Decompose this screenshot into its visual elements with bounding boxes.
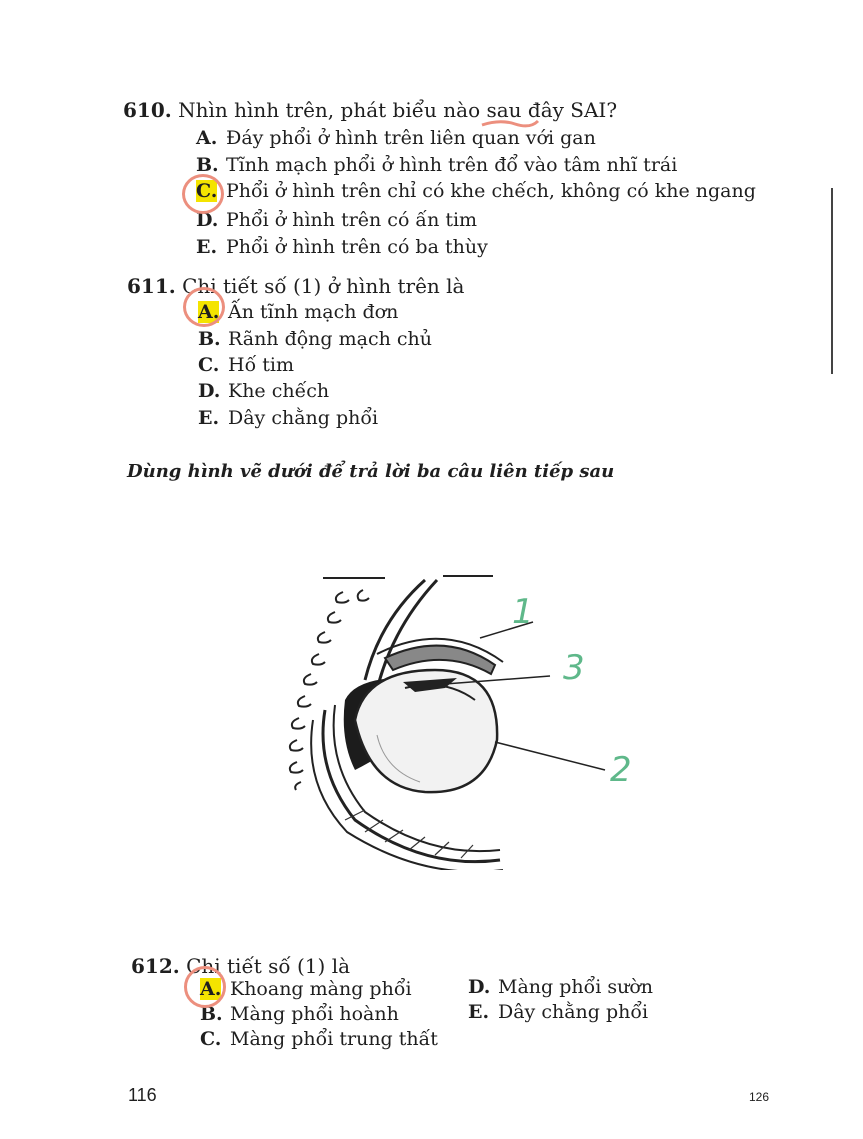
question-text: Nhìn hình trên, phát biểu nào sau đây [171, 98, 571, 122]
q611-option-c[interactable] [198, 354, 294, 376]
question-number: 610. [123, 98, 172, 122]
option-letter: D. [198, 380, 221, 402]
scan-edge-line [831, 188, 833, 374]
scan-page-number: 126 [749, 1090, 770, 1104]
question-611 [127, 274, 464, 298]
option-letter: B. [200, 1003, 223, 1025]
option-text: Đáy phổi ở hình trên liên quan với gan [226, 127, 596, 149]
q610-option-b[interactable] [196, 154, 677, 176]
option-letter: D. [468, 976, 491, 998]
option-text: Phổi ở hình trên có ấn tim [226, 209, 478, 231]
option-text: Rãnh động mạch chủ [228, 328, 432, 350]
q610-option-d[interactable] [196, 209, 477, 231]
option-letter: B. [198, 328, 221, 350]
question-number: 612. [131, 954, 180, 978]
option-letter: C. [200, 1028, 222, 1050]
question-612 [131, 954, 350, 978]
option-letter: B. [196, 154, 219, 176]
option-text: Màng phổi trung thất [230, 1028, 438, 1050]
question-610 [123, 98, 617, 122]
handwritten-label-3: 3 [563, 648, 585, 688]
option-text: Dây chằng phổi [228, 407, 379, 429]
page-number: 116 [128, 1085, 157, 1105]
answer-circle-mark [182, 174, 224, 214]
q612-option-d[interactable] [468, 976, 653, 998]
question-emphasis: SAI? [570, 98, 618, 122]
option-text: Phổi ở hình trên có ba thùy [226, 236, 488, 258]
q612-option-b[interactable] [200, 1003, 399, 1025]
figure-instruction: Dùng hình vẽ dưới để trả lời ba câu liên tiếp sau [127, 461, 615, 482]
option-text: Ấn tĩnh mạch đơn [228, 301, 399, 323]
q612-option-e[interactable] [468, 1001, 648, 1023]
option-text: Phổi ở hình trên chỉ có khe chếch, không có khe ngang [226, 180, 756, 202]
question-text: Chi tiết số (1) là [179, 954, 351, 978]
option-letter: C. [198, 354, 220, 376]
option-letter: A. [196, 127, 218, 149]
option-text: Khoang màng phổi [230, 978, 412, 1000]
option-letter: E. [468, 1001, 490, 1023]
option-text: Màng phổi hoành [230, 1003, 399, 1025]
answer-highlight: A. [200, 978, 222, 1000]
handwritten-label-2: 2 [610, 750, 632, 790]
q611-option-b[interactable] [198, 328, 432, 350]
answer-highlight: A. [198, 301, 220, 323]
option-text: Dây chằng phổi [498, 1001, 649, 1023]
q611-option-e[interactable] [198, 407, 378, 429]
q611-option-d[interactable] [198, 380, 329, 402]
option-text: Màng phổi sườn [498, 976, 654, 998]
answer-circle-mark [184, 966, 226, 1008]
option-text: Khe chếch [228, 380, 330, 402]
question-number: 611. [127, 274, 176, 298]
answer-circle-mark [183, 287, 225, 327]
q612-option-c[interactable] [200, 1028, 438, 1050]
pleura-figure [285, 570, 665, 870]
handwritten-label-1: 1 [512, 592, 534, 632]
option-text: Tĩnh mạch phổi ở hình trên đổ vào tâm nhĩ trái [226, 154, 678, 176]
q610-option-e[interactable] [196, 236, 488, 258]
q610-option-a[interactable] [196, 127, 596, 149]
q611-option-a[interactable] [198, 301, 398, 323]
option-letter: E. [198, 407, 220, 429]
q610-option-c[interactable] [196, 180, 756, 202]
q612-option-a[interactable] [200, 978, 412, 1000]
option-letter: E. [196, 236, 218, 258]
answer-highlight: C. [196, 180, 218, 202]
option-text: Hố tim [228, 354, 294, 376]
option-letter: D. [196, 209, 219, 231]
question-text: Chi tiết số (1) ở hình trên là [175, 274, 465, 298]
